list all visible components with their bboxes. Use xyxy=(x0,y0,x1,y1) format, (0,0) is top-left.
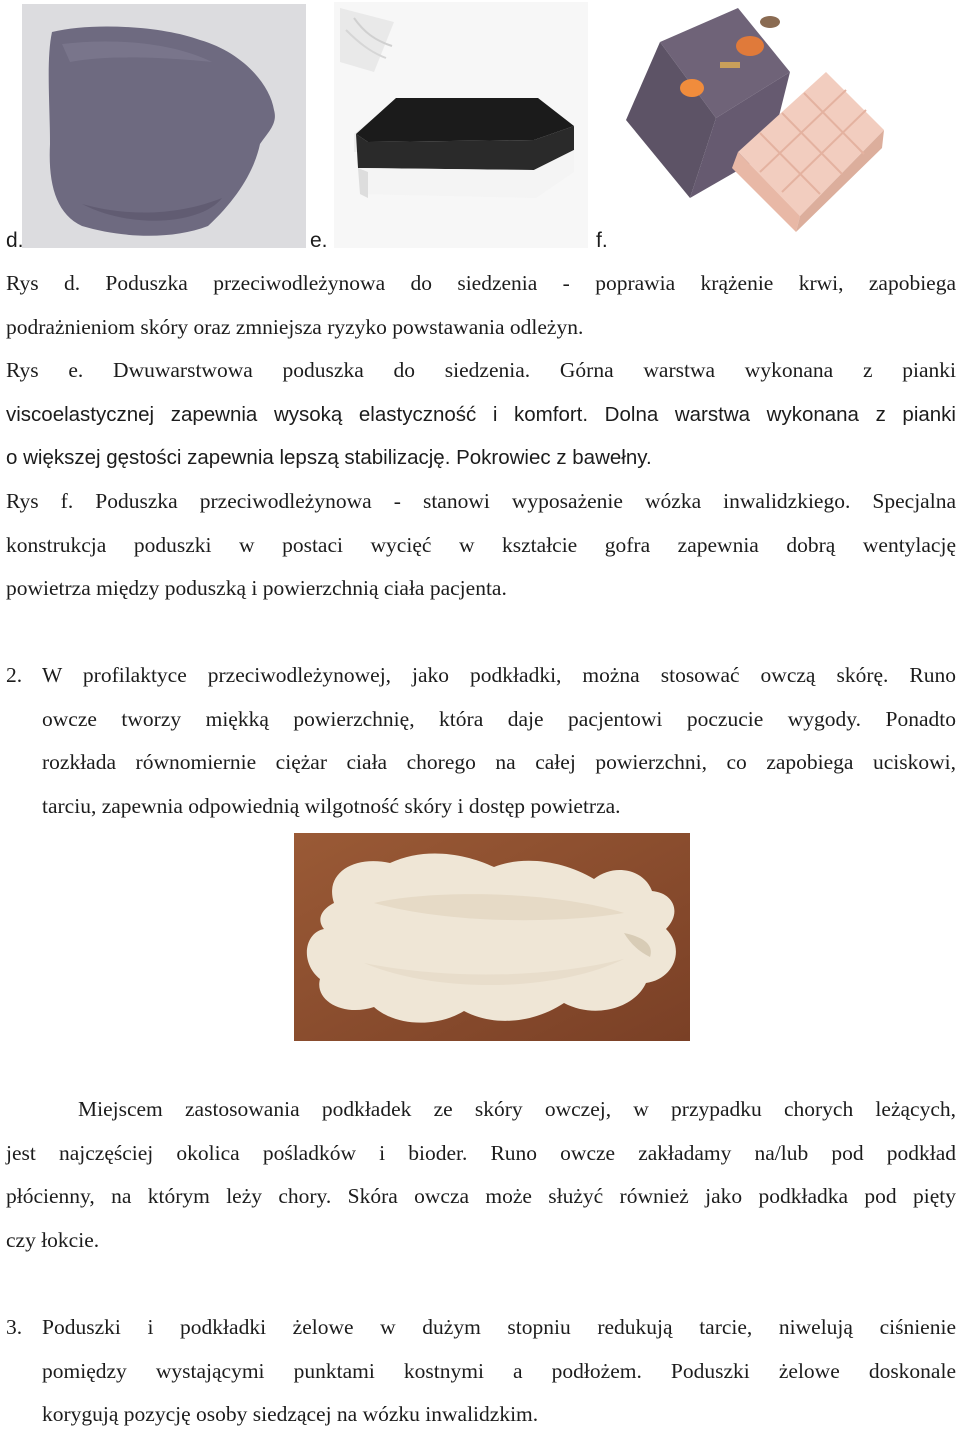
photo-cushion-e xyxy=(334,2,588,248)
photo-sheepskin xyxy=(294,833,690,1041)
text-line: płócienny, na którym leży chory. Skóra owcza może służyć również jako podkładka pod pięty xyxy=(6,1184,956,1209)
text-line: pomiędzy wystającymi punktami kostnymi a podłożem. Poduszki żelowe doskonale xyxy=(42,1358,956,1383)
text-line: Rys d. Poduszka przeciwodleżynowa do siedzenia - poprawia krążenie krwi, zapobiega xyxy=(6,271,956,295)
text-line: Poduszki i podkładki żelowe w dużym stopniu redukują tarcie, niwelują ciśnienie xyxy=(42,1315,956,1339)
item-2-paragraph xyxy=(42,654,956,828)
rys-f-description xyxy=(6,480,956,611)
text-line: czy łokcie. xyxy=(6,1227,100,1252)
text-line: viscoelastycznej zapewnia wysoką elastyczność i komfort. Dolna warstwa wykonana z pianki xyxy=(6,402,956,426)
text-line: korygują pozycję osoby siedzącej na wózku inwalidzkim. xyxy=(42,1402,539,1427)
caption-e: e. xyxy=(310,229,328,252)
text-line: Rys e. Dwuwarstwowa poduszka do siedzenia. Górna warstwa wykonana z pianki xyxy=(6,358,956,382)
caption-f: f. xyxy=(596,229,608,252)
list-number-3: 3. xyxy=(6,1315,23,1339)
text-line: o większej gęstości zapewnia lepszą stabilizację. Pokrowiec z bawełny. xyxy=(6,446,652,470)
text-line: jest najczęściej okolica pośladków i bioder. Runo owcze zakładamy na/lub pod podkład xyxy=(6,1140,956,1165)
list-number-2: 2. xyxy=(6,663,23,687)
text-line: W profilaktyce przeciwodleżynowej, jako podkładki, można stosować owczą skórę. Runo xyxy=(42,663,956,687)
photo-cushion-f xyxy=(620,2,886,248)
text-line: Miejscem zastosowania podkładek ze skóry owczej, w przypadku chorych leżących, xyxy=(78,1097,956,1121)
text-line: tarciu, zapewnia odpowiednią wilgotność skóry i dostęp powietrza. xyxy=(42,793,621,818)
text-line: podrażnieniom skóry oraz zmniejsza ryzyko powstawania odleżyn. xyxy=(6,314,584,339)
rys-d-description xyxy=(6,262,956,349)
text-line: rozkłada równomiernie ciężar ciała chorego na całej powierzchni, co zapobiega uciskowi, xyxy=(42,750,956,775)
text-line: owcze tworzy miękką powierzchnię, która daje pacjentowi poczucie wygody. Ponadto xyxy=(42,706,956,731)
caption-d: d. xyxy=(6,229,24,252)
photo-cushion-d xyxy=(22,4,306,248)
text-line: powietrza między poduszką i powierzchnią ciała pacjenta. xyxy=(6,576,507,601)
rys-e-description xyxy=(6,349,956,480)
item-3-paragraph xyxy=(42,1306,956,1437)
usage-paragraph xyxy=(6,1088,956,1262)
text-line: Rys f. Poduszka przeciwodleżynowa - stanowi wyposażenie wózka inwalidzkiego. Specjalna xyxy=(6,489,956,513)
text-line: konstrukcja poduszki w postaci wycięć w kształcie gofra zapewnia dobrą wentylację xyxy=(6,532,956,557)
